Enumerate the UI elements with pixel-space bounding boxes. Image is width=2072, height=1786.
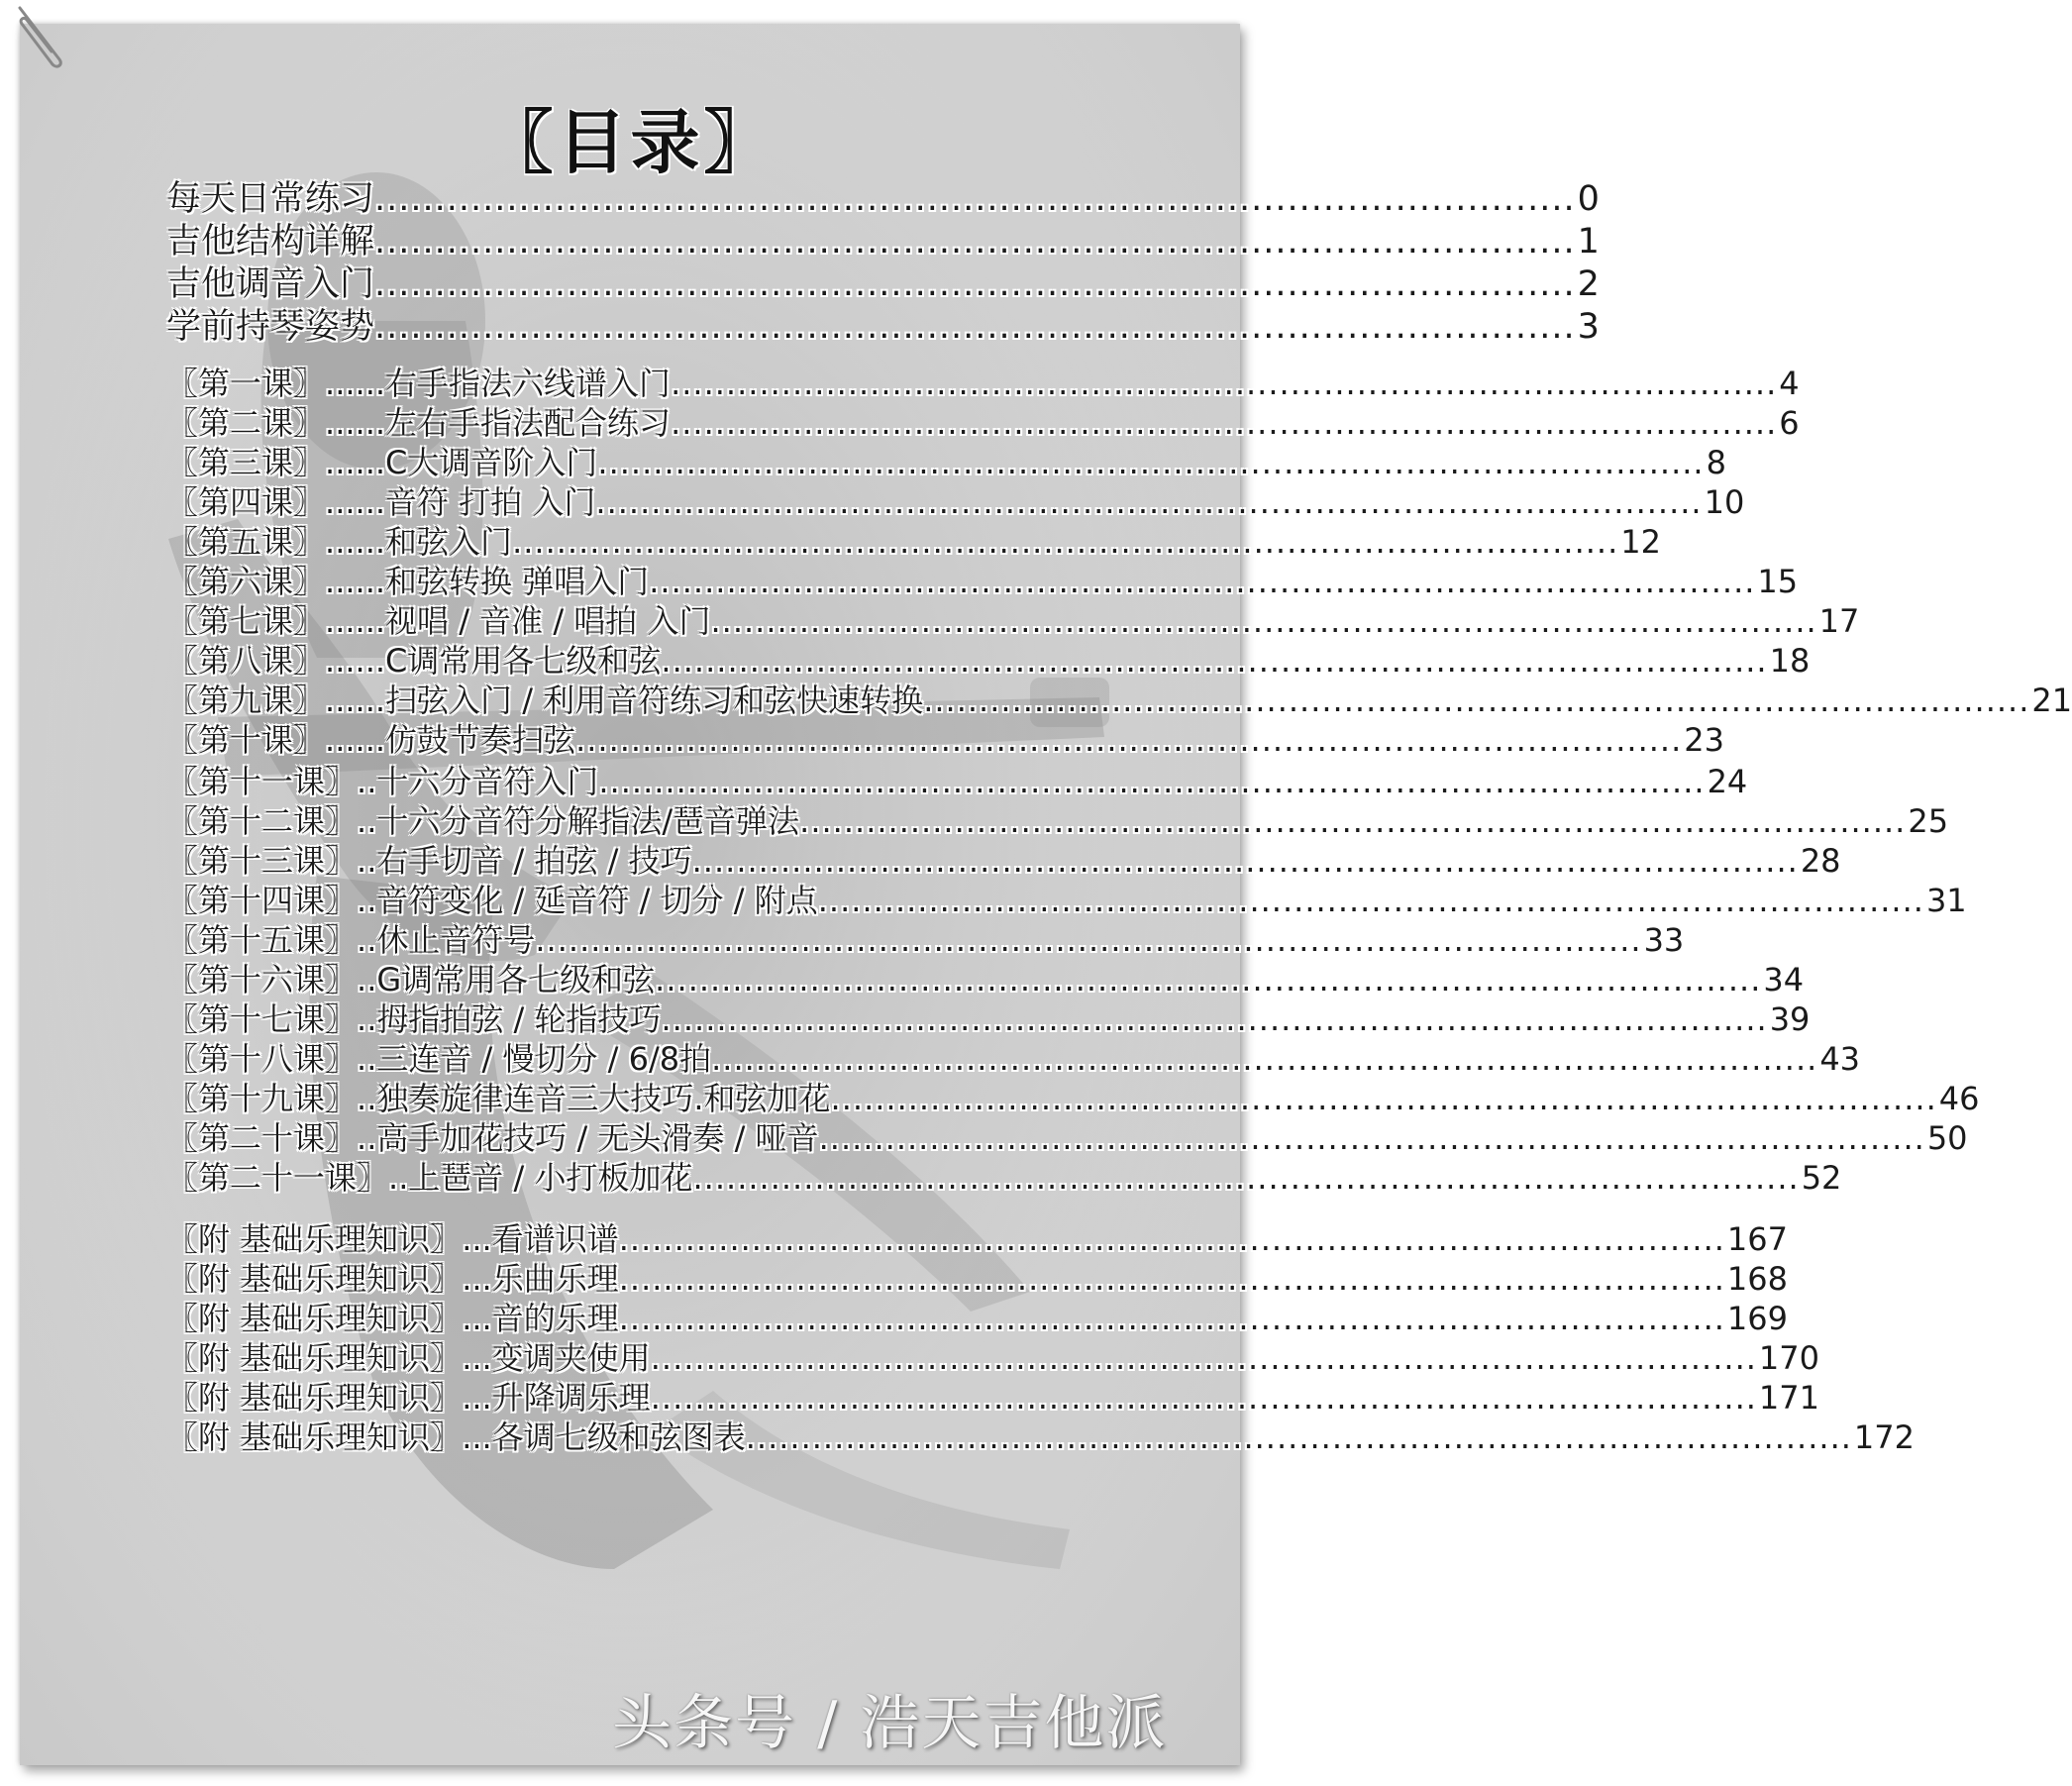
entry-page: 170 [1758,1339,1819,1377]
leader-dots: .................................................................................................... [711,1040,1818,1078]
appendix-sep: ... [462,1220,492,1258]
lesson-sep: .. [357,842,377,880]
entry-label: 三连音 / 慢切分 / 6/8拍 [376,1040,712,1078]
lesson-tag: 〖第七课〗 [166,602,326,640]
entry-label: 各调七级和弦图表 [491,1418,746,1456]
entry-label: 音符变化 / 延音符 / 切分 / 附点 [376,882,818,919]
lesson-tag: 〖第十七课〗 [166,1000,358,1038]
lesson-tag: 〖第十四课〗 [166,882,358,919]
leader-dots: .................................................................................................... [710,602,1817,640]
entry-label: 十六分音符分解指法/琶音弹法 [376,802,800,840]
leader-dots: .................................................................................................... [649,563,1756,600]
entry-page: 23 [1684,721,1724,759]
lesson-tag: 〖第十一课〗 [166,763,358,800]
entry-page: 168 [1726,1260,1788,1298]
entry-page: 34 [1763,961,1805,998]
toc-entry[interactable] [166,1415,1915,1460]
watermark-text: 头条号 / 浩天吉他派 [612,1689,1168,1758]
entry-page: 21 [2031,682,2072,719]
leader-dots: .................................................................................................... [691,842,1799,880]
entry-page: 3 [1577,307,1600,347]
leader-dots: .................................................................................................... [597,444,1705,481]
lesson-sep: ...... [325,444,386,481]
entry-page: 171 [1758,1379,1819,1417]
lesson-tag: 〖第六课〗 [166,563,326,600]
leader-dots: .................................................................................................... [692,1159,1800,1197]
entry-page: 43 [1819,1040,1861,1078]
entry-label: 上琶音 / 小打板加花 [408,1159,693,1197]
appendix-sep: ... [462,1379,492,1417]
appendix-sep: ... [462,1260,492,1298]
leader-dots: .................................................................................................... [374,264,1576,304]
appendix-tag: 〖附 基础乐理知识〗 [166,1300,463,1337]
entry-label: 扫弦入门 / 利用音符练习和弦快速转换 [385,682,924,719]
lesson-sep: .. [357,882,377,919]
entry-label: 和弦转换 弹唱入门 [385,563,650,600]
entry-label: 右手指法六线谱入门 [385,365,672,402]
entry-label: C调常用各七级和弦 [385,642,662,680]
entry-page: 28 [1800,842,1841,880]
entry-label: 独奏旋律连音三大技巧.和弦加花 [376,1080,831,1117]
entry-label: 和弦入门 [385,523,513,561]
lesson-tag: 〖第二课〗 [166,404,326,442]
entry-page: 33 [1643,921,1685,959]
entry-label: 高手加花技巧 / 无头滑奏 / 哑音 [376,1119,819,1157]
entry-label: 右手切音 / 拍弦 / 技巧 [376,842,692,880]
leader-dots: .................................................................................................... [817,882,1924,919]
leader-dots: .................................................................................................... [374,222,1576,262]
lesson-sep: .. [357,921,377,959]
lesson-sep: .. [388,1159,409,1197]
lesson-tag: 〖第九课〗 [166,682,326,719]
entry-page: 50 [1926,1119,1968,1157]
entry-page: 0 [1577,179,1600,219]
entry-label: 学前持琴姿势 [166,307,375,347]
lesson-tag: 〖第十课〗 [166,721,326,759]
toc-entry[interactable] [166,176,1600,222]
toc-entry[interactable] [166,219,1600,264]
lesson-sep: ...... [325,523,386,561]
leader-dots: .................................................................................................... [374,307,1576,347]
leader-dots: .................................................................................................... [661,642,1768,680]
appendix-tag: 〖附 基础乐理知识〗 [166,1418,463,1456]
entry-label: 十六分音符入门 [376,763,599,800]
leader-dots: .................................................................................................... [618,1300,1725,1337]
leader-dots: .................................................................................................... [650,1379,1757,1417]
leader-dots: .................................................................................................... [671,365,1778,402]
entry-page: 6 [1779,404,1800,442]
lesson-tag: 〖第四课〗 [166,483,326,521]
entry-label: 吉他结构详解 [166,222,375,262]
entry-page: 12 [1620,523,1661,561]
entry-page: 25 [1908,802,1949,840]
lesson-sep: ...... [325,642,386,680]
entry-page: 4 [1779,365,1800,402]
leader-dots: .................................................................................................... [618,1220,1725,1258]
lesson-sep: .. [357,1119,377,1157]
toc-entry[interactable] [166,304,1600,350]
entry-page: 172 [1853,1418,1915,1456]
lesson-tag: 〖第三课〗 [166,444,326,481]
appendix-sep: ... [462,1339,492,1377]
entry-label: G调常用各七级和弦 [376,961,656,998]
entry-label: 看谱识谱 [491,1220,619,1258]
lesson-tag: 〖第十八课〗 [166,1040,358,1078]
appendix-tag: 〖附 基础乐理知识〗 [166,1220,463,1258]
entry-page: 24 [1707,763,1748,800]
page-title: 〖目录〗 [483,102,777,183]
lesson-tag: 〖第十六课〗 [166,961,358,998]
entry-page: 15 [1757,563,1799,600]
entry-label: 拇指拍弦 / 轮指技巧 [376,1000,662,1038]
appendix-tag: 〖附 基础乐理知识〗 [166,1339,463,1377]
entry-page: 18 [1769,642,1811,680]
lesson-sep: .. [357,1000,377,1038]
lesson-tag: 〖第一课〗 [166,365,326,402]
lesson-sep: ...... [325,563,386,600]
entry-page: 10 [1704,483,1745,521]
entry-page: 52 [1801,1159,1842,1197]
paperclip-icon [12,2,71,71]
entry-label: C大调音阶入门 [385,444,598,481]
lesson-sep: ...... [325,365,386,402]
entry-label: 每天日常练习 [166,179,375,219]
lesson-tag: 〖第十五课〗 [166,921,358,959]
entry-label: 左右手指法配合练习 [385,404,672,442]
lesson-sep: ...... [325,602,386,640]
leader-dots: .................................................................................................... [618,1260,1725,1298]
leader-dots: .................................................................................................... [745,1418,1852,1456]
leader-dots: .................................................................................................... [923,682,2030,719]
lesson-sep: .. [357,1080,377,1117]
entry-label: 音符 打拍 入门 [385,483,596,521]
entry-label: 吉他调音入门 [166,264,375,304]
entry-label: 仿鼓节奏扫弦 [385,721,576,759]
leader-dots: .................................................................................................... [818,1119,1925,1157]
leader-dots: .................................................................................................... [655,961,1762,998]
leader-dots: .................................................................................................... [374,179,1576,219]
appendix-tag: 〖附 基础乐理知识〗 [166,1260,463,1298]
entry-label: 休止音符号 [376,921,536,959]
lesson-tag: 〖第五课〗 [166,523,326,561]
lesson-sep: .. [357,1040,377,1078]
entry-page: 17 [1818,602,1860,640]
lesson-tag: 〖第二十课〗 [166,1119,358,1157]
entry-page: 169 [1726,1300,1788,1337]
leader-dots: .................................................................................................... [535,921,1642,959]
lesson-tag: 〖第十二课〗 [166,802,358,840]
entry-label: 视唱 / 音准 / 唱拍 入门 [385,602,711,640]
lesson-tag: 〖第十三课〗 [166,842,358,880]
leader-dots: .................................................................................................... [598,763,1706,800]
lesson-sep: .. [357,763,377,800]
entry-page: 31 [1925,882,1967,919]
lesson-sep: .. [357,802,377,840]
lesson-tag: 〖第十九课〗 [166,1080,358,1117]
entry-page: 8 [1706,444,1726,481]
appendix-sep: ... [462,1418,492,1456]
entry-page: 1 [1577,222,1600,262]
leader-dots: .................................................................................................... [830,1080,1937,1117]
lesson-sep: ...... [325,682,386,719]
leader-dots: .................................................................................................... [575,721,1683,759]
entry-label: 升降调乐理 [491,1379,651,1417]
entry-label: 变调夹使用 [491,1339,651,1377]
leader-dots: .................................................................................................... [671,404,1778,442]
appendix-tag: 〖附 基础乐理知识〗 [166,1379,463,1417]
leader-dots: .................................................................................................... [595,483,1703,521]
entry-label: 音的乐理 [491,1300,619,1337]
appendix-sep: ... [462,1300,492,1337]
leader-dots: .................................................................................................... [799,802,1907,840]
lesson-sep: ...... [325,483,386,521]
entry-page: 167 [1726,1220,1788,1258]
entry-label: 乐曲乐理 [491,1260,619,1298]
lesson-sep: ...... [325,404,386,442]
entry-page: 2 [1577,264,1600,304]
leader-dots: .................................................................................................... [512,523,1619,561]
toc-entry[interactable] [166,262,1600,307]
toc-entry[interactable] [166,717,1724,763]
leader-dots: .................................................................................................... [650,1339,1757,1377]
entry-page: 46 [1938,1080,1980,1117]
lesson-tag: 〖第八课〗 [166,642,326,680]
lesson-sep: ...... [325,721,386,759]
lesson-sep: .. [357,961,377,998]
leader-dots: .................................................................................................... [661,1000,1768,1038]
entry-page: 39 [1769,1000,1811,1038]
lesson-tag: 〖第二十一课〗 [166,1159,389,1197]
toc-entry[interactable] [166,1155,1842,1201]
